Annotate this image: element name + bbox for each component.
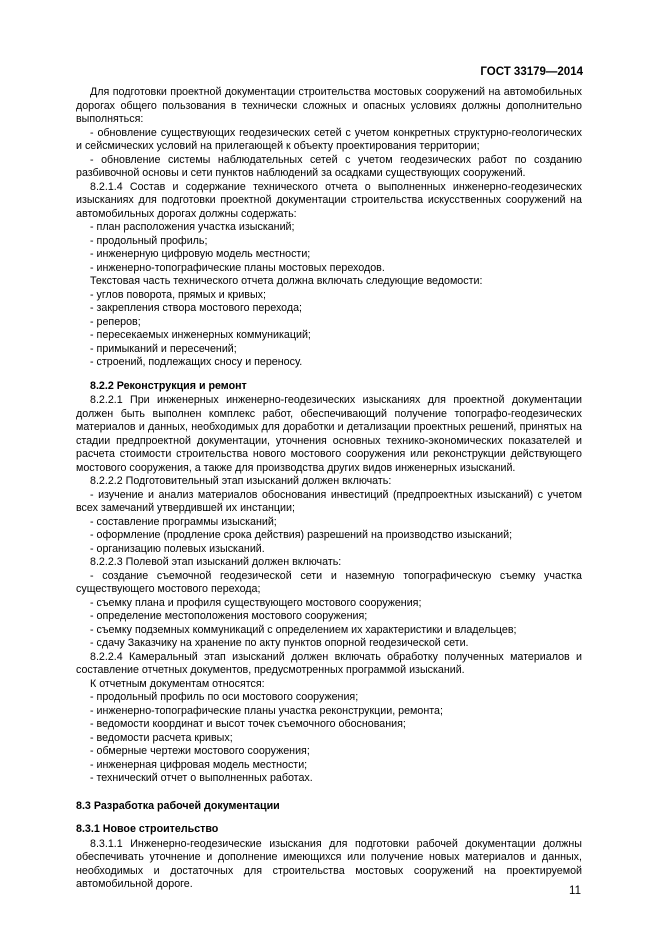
list-item: - инженерно-топографические планы участка реконструкции, ремонта; bbox=[90, 704, 443, 717]
list-item: - технический отчет о выполненных работах. bbox=[90, 772, 313, 784]
list-item: - продольный профиль; bbox=[90, 234, 208, 247]
list-item: - закрепления створа мостового перехода; bbox=[90, 302, 303, 314]
paragraph: 8.2.2.1 При инженерных инженерно-геодезических изысканиях для проектной документации должен быть выполнен комплекс работ, обеспечивающий получение топографо-геодезических материалов и данных, необходимых для доработки и детализации проектных решений, принятых на стадии предпроектной документации, уточнения основных технико-экономических показателей и расчета стоимости строительства нового мостового сооружения или реконструкции действующего мостового сооружения, а также для производства других видов инженерных изысканий. bbox=[76, 394, 582, 474]
paragraph: 8.2.2.4 Камеральный этап изысканий должен включать обработку полученных материалов и составление отчетных документов, предусмотренных программой изысканий. bbox=[76, 650, 582, 676]
section-heading: 8.3 Разработка рабочей документации bbox=[76, 799, 280, 812]
list-item: - инженерно-топографические планы мостовых переходов. bbox=[90, 261, 385, 274]
list-item: - составление программы изысканий; bbox=[90, 515, 277, 528]
list-item: - организацию полевых изысканий. bbox=[90, 542, 265, 555]
paragraph: Для подготовки проектной документации строительства мостовых сооружений на автомобильных дорогах общего пользования в технически сложных и опасных условиях должны дополнительно выполняться: bbox=[76, 86, 582, 125]
list-item: - съемку подземных коммуникаций с определением их характеристики и владельцев; bbox=[90, 623, 517, 636]
list-item: - план расположения участка изысканий; bbox=[90, 221, 295, 233]
document-header: ГОСТ 33179—2014 bbox=[480, 66, 583, 78]
list-item: - съемку плана и профиля существующего мостового сооружения; bbox=[90, 596, 422, 609]
document-body bbox=[76, 86, 582, 892]
list-item: - реперов; bbox=[90, 315, 141, 328]
list-item: - обмерные чертежи мостового сооружения; bbox=[90, 745, 310, 757]
list-item: - обновление системы наблюдательных сетей с учетом геодезических работ по созданию разбивочной основы и сети пунктов наблюдений за осадками существующих сооружений. bbox=[76, 153, 582, 179]
list-item: - углов поворота, прямых и кривых; bbox=[90, 288, 266, 301]
list-item: - инженерная цифровая модель местности; bbox=[90, 758, 308, 771]
list-item: - определение местоположения мостового сооружения; bbox=[90, 610, 368, 622]
list-item: - создание съемочной геодезической сети и наземную топографическую съемку участка существующего мостового перехода; bbox=[76, 569, 582, 595]
paragraph: 8.3.1.1 Инженерно-геодезические изыскания для подготовки рабочей документации должны обеспечивать уточнение и дополнение имеющихся или получение новых материалов и данных, необходимых и достаточных для строительства мостовых сооружений на проектируемой автомобильной дороге. bbox=[76, 837, 582, 890]
page-number: 11 bbox=[569, 885, 581, 897]
list-item: - инженерную цифровую модель местности; bbox=[90, 248, 311, 260]
paragraph: 8.2.2.2 Подготовительный этап изысканий должен включать: bbox=[90, 475, 392, 487]
list-item: - изучение и анализ материалов обоснования инвестиций (предпроектных изысканий) с учетом всех замечаний утвердившей их инстанции; bbox=[76, 488, 582, 514]
paragraph: 8.2.2.3 Полевой этап изысканий должен включать: bbox=[90, 556, 342, 568]
list-item: - сдачу Заказчику на хранение по акту пунктов опорной геодезической сети. bbox=[90, 637, 469, 649]
list-item: - пересекаемых инженерных коммуникаций; bbox=[90, 329, 311, 341]
list-item: - оформление (продление срока действия) разрешений на производство изысканий; bbox=[90, 529, 513, 541]
list-item: - продольный профиль по оси мостового сооружения; bbox=[90, 691, 359, 703]
list-item: - ведомости расчета кривых; bbox=[90, 731, 233, 744]
paragraph: Текстовая часть технического отчета должна включать следующие ведомости: bbox=[90, 275, 483, 287]
list-item: - ведомости координат и высот точек съемочного обоснования; bbox=[90, 718, 406, 730]
paragraph: К отчетным документам относятся: bbox=[90, 677, 265, 690]
paragraph: 8.2.1.4 Состав и содержание технического отчета о выполненных инженерно-геодезических изысканиях для подготовки проектной документации строительства искусственных сооружений на автомобильных дорогах должны содержать: bbox=[76, 180, 582, 220]
list-item: - строений, подлежащих сносу и переносу. bbox=[90, 356, 303, 368]
list-item: - примыканий и пересечений; bbox=[90, 342, 237, 355]
subsection-heading: 8.3.1 Новое строительство bbox=[76, 823, 219, 835]
list-item: - обновление существующих геодезических сетей с учетом конкретных структурно-геологических и сейсмических условий на прилегающей к объекту проектирования территории; bbox=[76, 126, 582, 152]
section-heading: 8.2.2 Реконструкция и ремонт bbox=[90, 379, 247, 392]
